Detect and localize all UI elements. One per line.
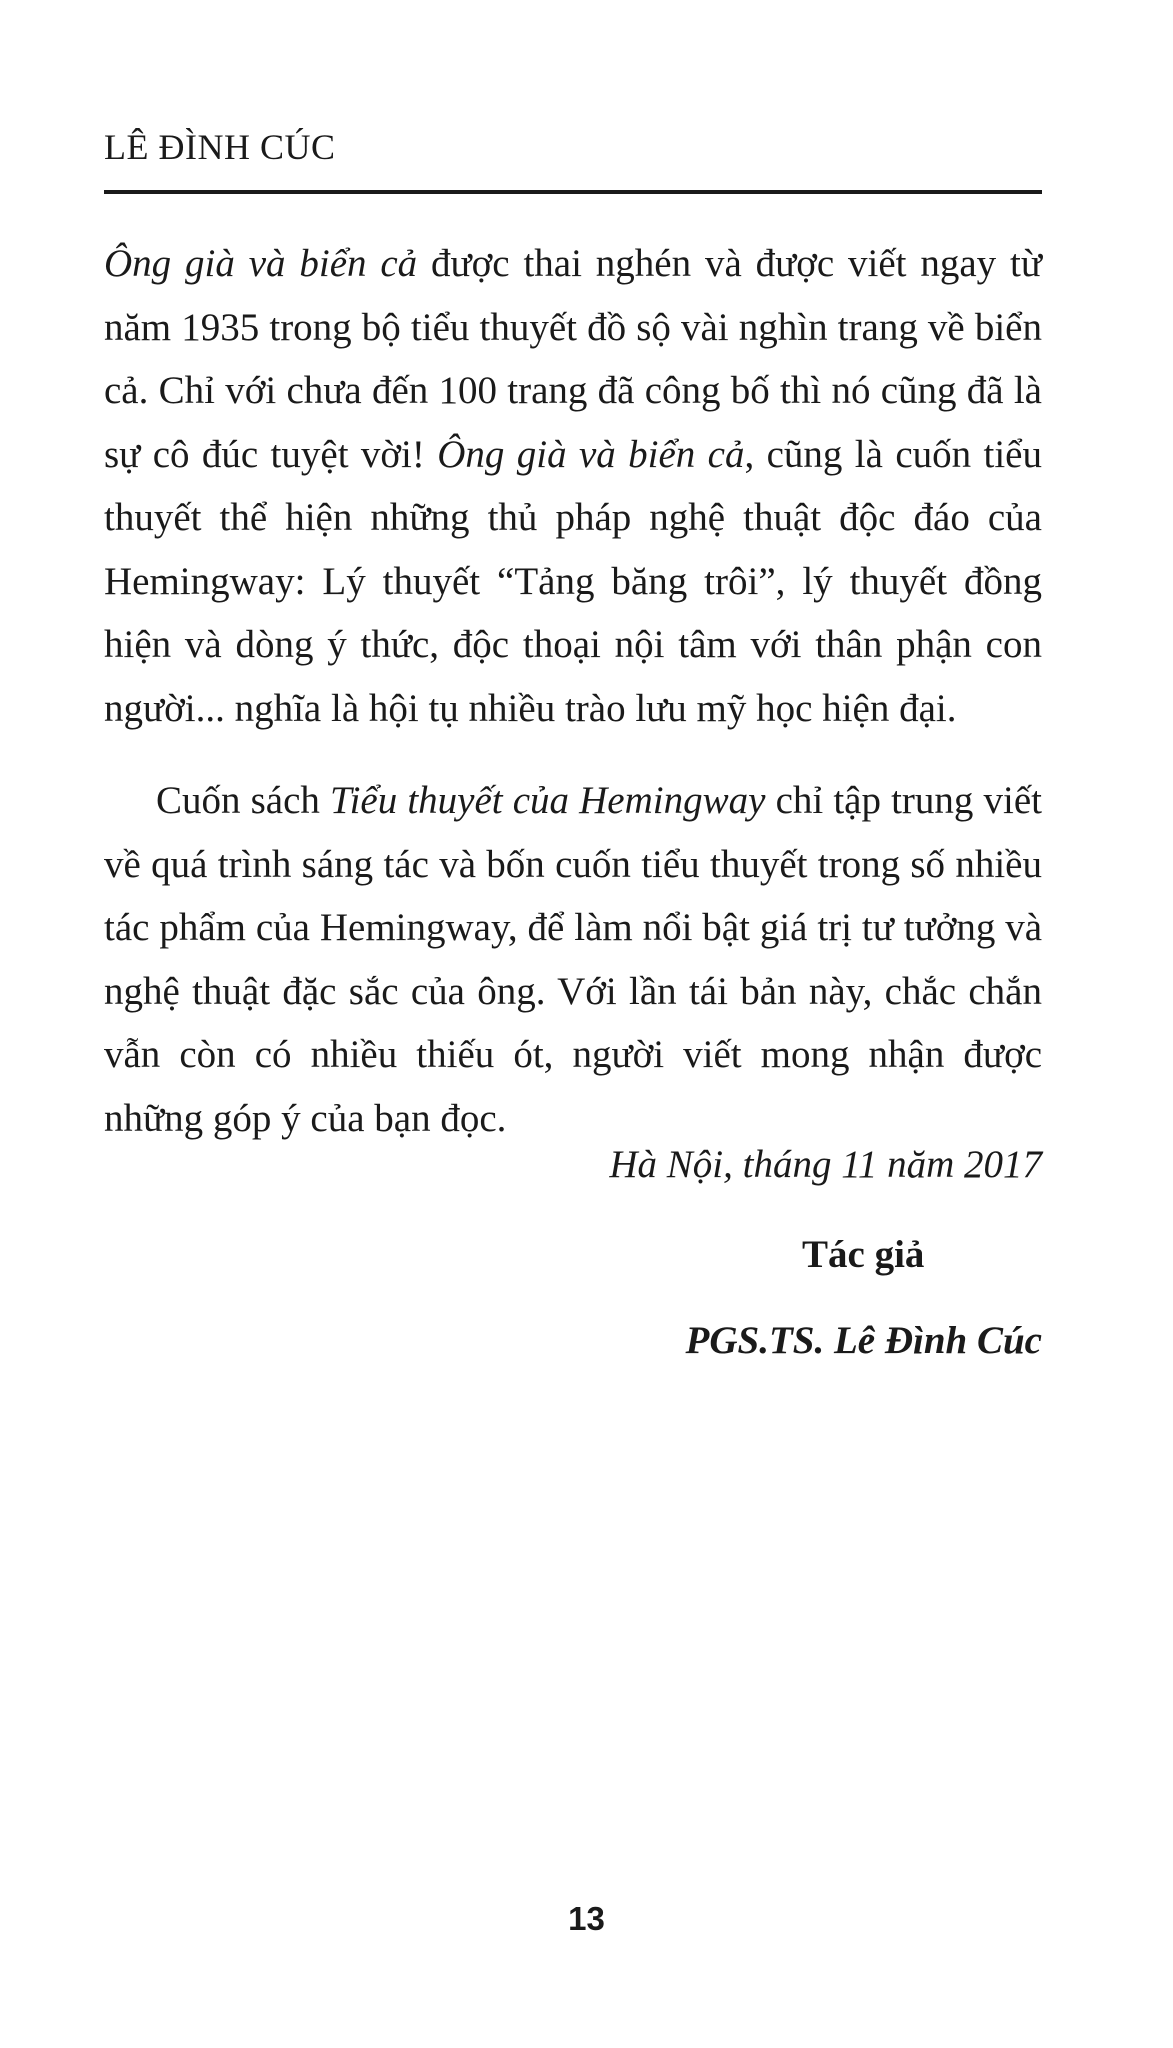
paragraph-text: Cuốn sách (156, 779, 331, 822)
book-title-italic: Ông già và biển cả (104, 242, 418, 285)
paragraph-text: , cũng là cuốn tiểu thuyết thể hiện những thủ pháp nghệ thuật độc đáo của Hemingway: Lý thuyết “Tảng băng trôi”, lý thuyết đồng hiện và dòng ý thức, độc thoại nội tâm với thân phận con người... nghĩa là hội tụ nhiều trào lưu mỹ học hiện đại. (104, 432, 1042, 730)
running-header: LÊ ĐÌNH CÚC (104, 127, 336, 167)
header-divider (104, 190, 1042, 194)
book-title-italic: Tiểu thuyết của Hemingway (330, 779, 766, 822)
author-role: Tác giả (802, 1233, 925, 1276)
paragraph-2 (104, 769, 1042, 1150)
body-text (104, 232, 1042, 1150)
paragraph-1 (104, 232, 1042, 740)
page-number: 13 (568, 1900, 605, 1937)
paragraph-text: chỉ tập trung viết về quá trình sáng tác và bốn cuốn tiểu thuyết trong số nhiều tác phẩm của Hemingway, để làm nổi bật giá trị tư tưởng và nghệ thuật đặc sắc của ông. Với lần tái bản này, chắc chắn vẫn còn có nhiều thiếu ót, người viết mong nhận được những góp ý của bạn đọc. (104, 779, 1042, 1140)
paragraph-text: được thai nghén và được viết ngay từ năm 1935 trong bộ tiểu thuyết đồ sộ vài nghìn trang về biển cả. Chỉ với chưa đến 100 trang đã công bố thì nó cũng đã là sự cô đúc tuyệt vời! (104, 242, 1042, 476)
author-name: PGS.TS. Lê Đình Cúc (685, 1319, 1042, 1362)
book-title-italic: Ông già và biển cả (437, 432, 745, 476)
place-date: Hà Nội, tháng 11 năm 2017 (609, 1143, 1042, 1186)
